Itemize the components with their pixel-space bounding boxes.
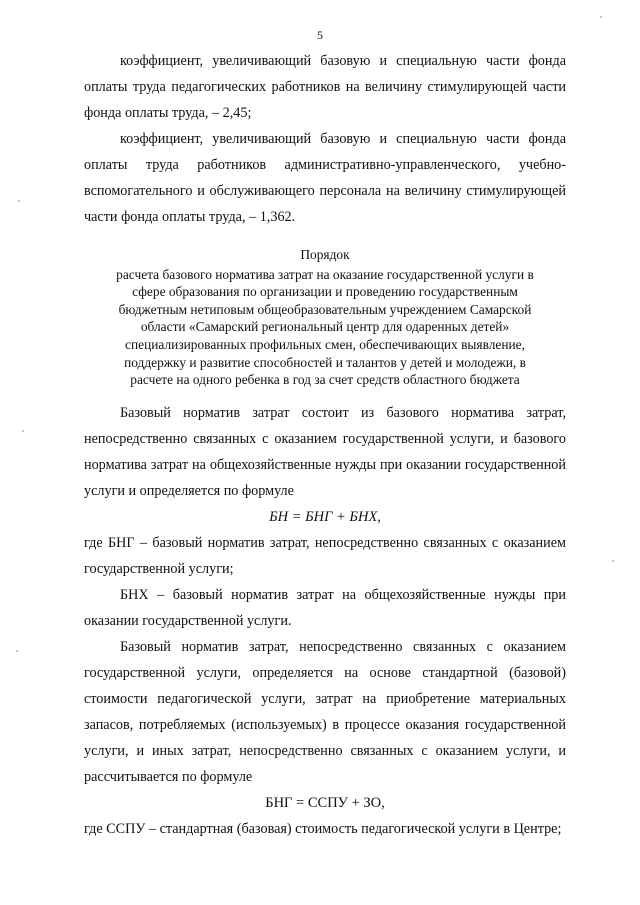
page-number: 5 [317, 28, 323, 42]
formula-bn: БН = БНГ + БНХ, [269, 509, 381, 525]
heading-line: специализированных профильных смен, обеспечивающих выявление, [125, 336, 525, 352]
heading-line: бюджетным нетиповым общеобразовательным учреждением Самарской [118, 301, 532, 317]
scan-speck [16, 650, 18, 652]
body-paragraph-sspu-definition: где ССПУ – стандартная (базовая) стоимость педагогической услуги в Центре; [84, 821, 562, 837]
body-paragraph-bng-calculation: Базовый норматив затрат, непосредственно связанных с оказанием государственной услуги, определяется на основе стандартной (базовой) стоимости педагогической услуги, затрат на приобретение материальных запасов, потребляемых (используемых) в процессе оказания государственной услуги, и иных затрат, непосредственно связанных с оказанием услуги, и рассчитывается по формуле [84, 639, 566, 785]
body-paragraph-bng-definition: где БНГ – базовый норматив затрат, непосредственно связанных с оказанием государственной услуги; [84, 535, 566, 577]
heading-line: расчете на одного ребенка в год за счет средств областного бюджета [130, 372, 520, 388]
body-paragraph-bnh-definition: БНХ – базовый норматив затрат на общехозяйственные нужды при оказании государственной услуги. [84, 587, 566, 629]
coefficient-paragraph-staff: коэффициент, увеличивающий базовую и специальную части фонда оплаты труда работников административно-управленческого, учебно-вспомогательного и обслуживающего персонала на величину стимулирующей части фонда оплаты труда, – 1,362. [84, 131, 566, 225]
scan-speck [612, 560, 614, 562]
heading-title: Порядок [300, 247, 350, 262]
procedure-heading [84, 246, 566, 389]
heading-line: сфере образования по организации и проведению государственным [132, 284, 518, 300]
body-paragraph-structure: Базовый норматив затрат состоит из базового норматива затрат, непосредственно связанных с оказанием государственной услуги, и базового норматива затрат на общехозяйственные нужды при оказании государственной услуги и определяется по формуле [84, 405, 566, 499]
heading-line: расчета базового норматива затрат на оказание государственной услуги в [116, 266, 534, 282]
heading-line: поддержку и развитие способностей и талантов у детей и молодежи, в [124, 354, 526, 370]
scan-speck [22, 430, 24, 432]
scan-speck [600, 16, 602, 18]
heading-line: области «Самарский региональный центр для одаренных детей» [140, 319, 510, 335]
formula-bng: БНГ = ССПУ + ЗО, [265, 795, 385, 811]
coefficient-paragraph-teachers: коэффициент, увеличивающий базовую и специальную части фонда оплаты труда педагогических работников на величину стимулирующей части фонда оплаты труда, – 2,45; [84, 53, 566, 121]
main-body [84, 400, 566, 842]
scan-speck [18, 200, 20, 202]
intro-section [84, 48, 566, 230]
